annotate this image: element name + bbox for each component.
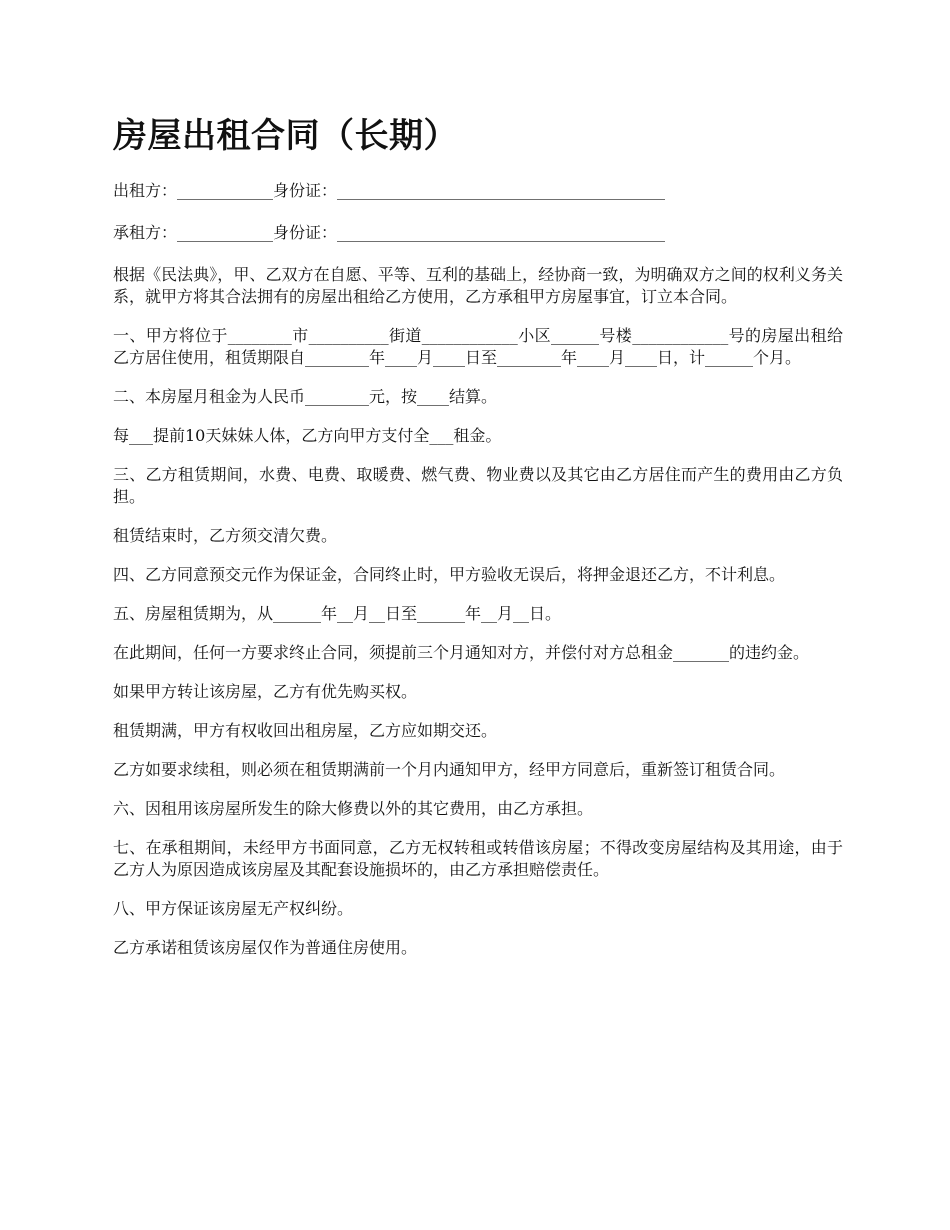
clause-paragraph: 五、房屋租赁期为，从______年__月__日至______年__月__日。 bbox=[113, 604, 562, 623]
clause-paragraph: 租赁结束时，乙方须交清欠费。 bbox=[113, 526, 338, 545]
lessor-line: 出租方：____________身份证：_________________________________________ bbox=[113, 181, 666, 200]
lessee-line: 承租方：____________身份证：_________________________________________ bbox=[113, 223, 666, 242]
clause-paragraph: 租赁期满，甲方有权收回出租房屋，乙方应如期交还。 bbox=[113, 721, 498, 740]
contract-document bbox=[113, 108, 843, 976]
document-title: 房屋出租合同（长期） bbox=[113, 116, 458, 156]
clause-paragraph: 三、乙方租赁期间，水费、电费、取暖费、燃气费、物业费以及其它由乙方居住而产生的费用由乙方负担。 bbox=[113, 465, 843, 506]
clause-paragraph: 二、本房屋月租金为人民币________元，按____结算。 bbox=[113, 387, 498, 406]
clause-paragraph: 如果甲方转让该房屋，乙方有优先购买权。 bbox=[113, 682, 418, 701]
clause-paragraph: 乙方承诺租赁该房屋仅作为普通住房使用。 bbox=[113, 938, 418, 957]
clause-paragraph: 六、因租用该房屋所发生的除大修费以外的其它费用，由乙方承担。 bbox=[113, 799, 594, 818]
clause-paragraph: 每___提前10天妹妹人体，乙方向甲方支付全___租金。 bbox=[113, 426, 502, 445]
clause-paragraph: 一、甲方将位于________市__________街道____________小区______号楼____________号的房屋出租给乙方居住使用，租赁期限自________年____月____日至________年____月____日，计______个月。 bbox=[113, 326, 843, 367]
clause-paragraph: 在此期间，任何一方要求终止合同，须提前三个月通知对方，并偿付对方总租金_______的违约金。 bbox=[113, 643, 810, 662]
clause-paragraph: 七、在承租期间，未经甲方书面同意，乙方无权转租或转借该房屋；不得改变房屋结构及其用途，由于乙方人为原因造成该房屋及其配套设施损坏的，由乙方承担赔偿责任。 bbox=[113, 838, 843, 879]
clause-paragraph: 四、乙方同意预交元作为保证金，合同终止时，甲方验收无误后，将押金退还乙方，不计利息。 bbox=[113, 565, 786, 584]
clause-paragraph: 八、甲方保证该房屋无产权纠纷。 bbox=[113, 899, 354, 918]
preamble-paragraph: 根据《民法典》，甲、乙双方在自愿、平等、互利的基础上，经协商一致，为明确双方之间的权利义务关系，就甲方将其合法拥有的房屋出租给乙方使用，乙方承租甲方房屋事宜，订立本合同。 bbox=[113, 265, 843, 306]
clause-paragraph: 乙方如要求续租，则必须在租赁期满前一个月内通知甲方，经甲方同意后，重新签订租赁合同。 bbox=[113, 760, 786, 779]
